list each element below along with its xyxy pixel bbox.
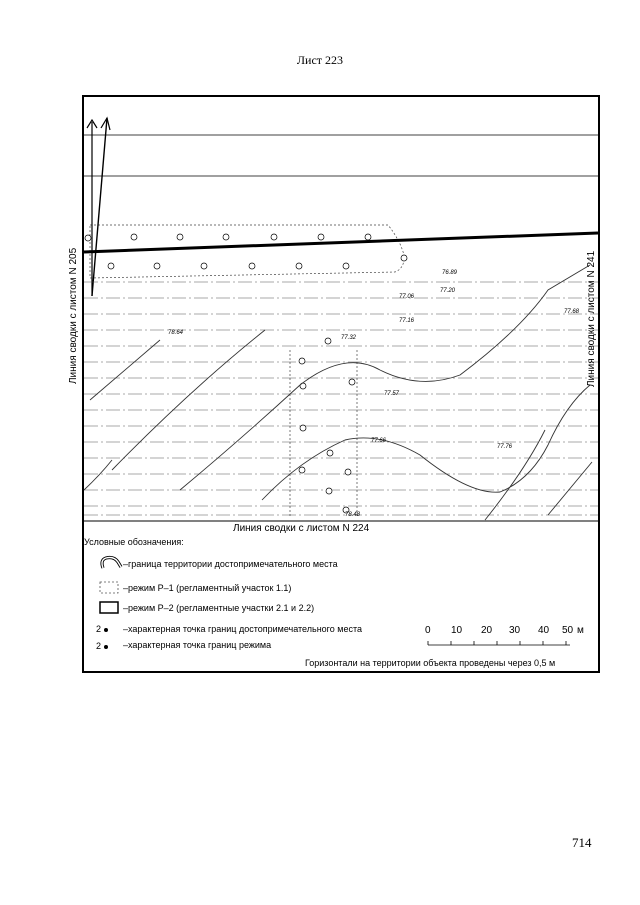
north-arrow-icon xyxy=(87,118,110,296)
contour-lines xyxy=(84,265,592,520)
scale-tick-label: 40 xyxy=(538,625,550,636)
scale-tick-label: 20 xyxy=(481,625,493,636)
elevation-label: 77.32 xyxy=(341,335,357,341)
scale-tick-label: 50 xyxy=(562,625,574,636)
legend-item-boundary: –граница территории достопримечательного места xyxy=(123,559,338,569)
legend-marker-number: 2 xyxy=(96,624,102,634)
scale-tick-label: 10 xyxy=(451,625,463,636)
road-line xyxy=(84,233,598,252)
scale-tick-label: 30 xyxy=(509,625,521,636)
regime-points xyxy=(299,338,355,513)
elevation-label: 77.20 xyxy=(440,288,456,294)
point-marker-icon xyxy=(104,628,108,632)
boundary-symbol-icon xyxy=(102,558,121,569)
regime-p2-icon xyxy=(100,602,118,613)
legend-item-regime-point: –характерная точка границ режима xyxy=(123,640,272,650)
elevation-label: 77.66 xyxy=(371,438,387,444)
regime-p1-icon xyxy=(100,582,118,593)
scale-bar xyxy=(428,641,570,645)
scale-tick-label: м xyxy=(577,625,584,636)
contour-note: Горизонтали на территории объекта проведены через 0,5 м xyxy=(305,658,556,668)
elevation-label: 77.06 xyxy=(399,294,415,300)
seam-label-bottom: Линия сводки с листом N 224 xyxy=(233,523,370,534)
elevation-label: 77.68 xyxy=(564,309,580,315)
boundary-points-row-2 xyxy=(108,255,407,269)
boundary-points-row-1 xyxy=(85,234,371,241)
legend-item-regime-p1: –режим Р–1 (регламентный участок 1.1) xyxy=(123,583,292,593)
regime-p2-boundary-vertical xyxy=(290,350,357,518)
scale-tick-label: 0 xyxy=(425,625,431,636)
legend-item-regime-p2: –режим Р–2 (регламентные участки 2.1 и 2.2) xyxy=(123,603,315,613)
legend-item-place-point: –характерная точка границ достопримечательного места xyxy=(123,624,362,634)
elevation-label: 77.57 xyxy=(384,391,400,397)
elevation-label: 76.89 xyxy=(442,270,458,276)
page-number: 714 xyxy=(572,835,592,850)
elevation-label: 78.64 xyxy=(168,330,184,336)
seam-label-left: Линия сводки с листом N 205 xyxy=(68,247,79,384)
page-title: Лист 223 xyxy=(296,53,344,67)
elevation-label: 77.76 xyxy=(497,444,513,450)
point-marker-icon xyxy=(104,645,108,649)
seam-label-right: Линия сводки с листом N 241 xyxy=(586,250,597,387)
legend-heading: Условные обозначения: xyxy=(84,537,184,547)
legend-marker-number: 2 xyxy=(96,641,102,651)
elevation-label: 77.16 xyxy=(399,318,415,324)
elevation-label: 78.48 xyxy=(345,512,361,518)
